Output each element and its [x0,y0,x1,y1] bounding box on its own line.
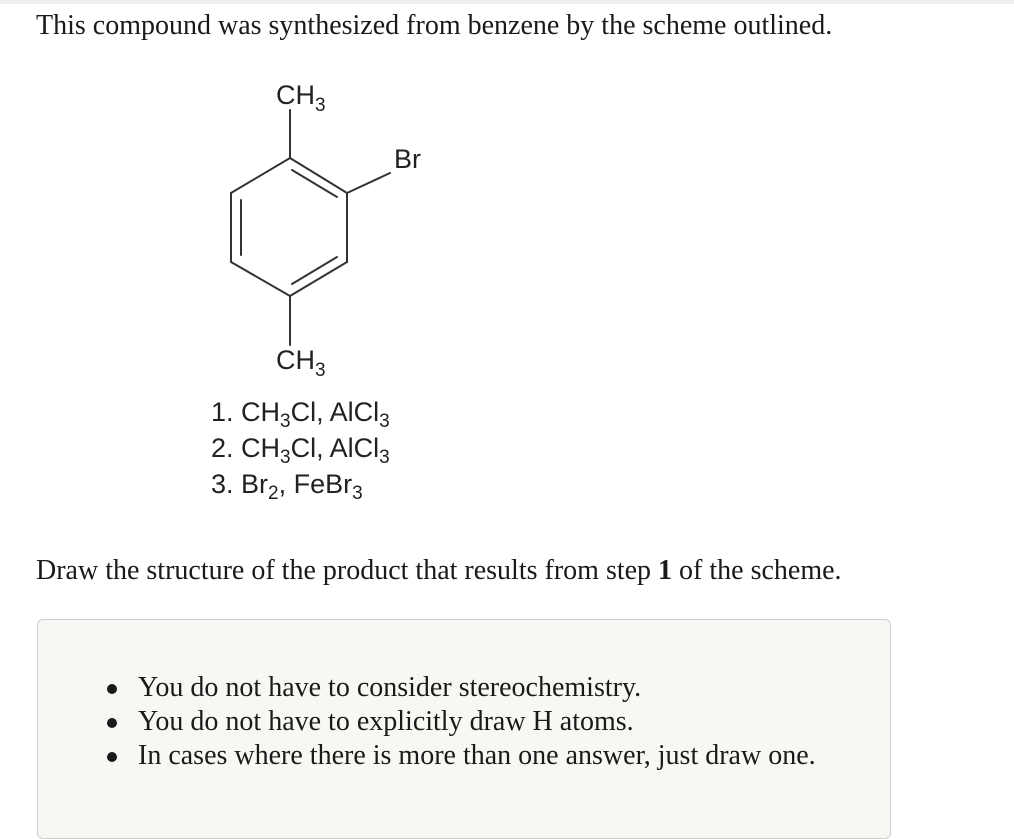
double-bond-inner [292,257,337,284]
ring-bond [290,158,347,193]
reaction-step: 1. $CH_3Cl$, AlCl$_3$ [211,397,390,432]
bromine-label: Br [394,144,421,174]
question-text: Draw the structure of the product that results from step 1 of the scheme. [36,555,842,586]
hint-item: You do not have to explicitly draw H atoms. [100,705,816,739]
reaction-steps [211,394,390,502]
top-methyl-label: $CH_3$ [276,80,326,116]
hint-item: In cases where there is more than one answer, just draw one. [100,739,816,773]
ring-bond [231,158,290,193]
intro-text: This compound was synthesized from benzene by the scheme outlined. [36,10,833,41]
ring-bond [231,262,290,296]
bond-bromine [347,173,390,193]
hint-item: You do not have to consider stereochemistry. [100,671,816,705]
reaction-step: 2. $CH_3Cl$, AlCl$_3$ [211,433,390,468]
hint-list [100,671,816,773]
bottom-methyl-label: $CH_3$ [276,345,326,381]
reaction-step: 3. $Br_2$, FeBr$_3$ [211,469,363,504]
